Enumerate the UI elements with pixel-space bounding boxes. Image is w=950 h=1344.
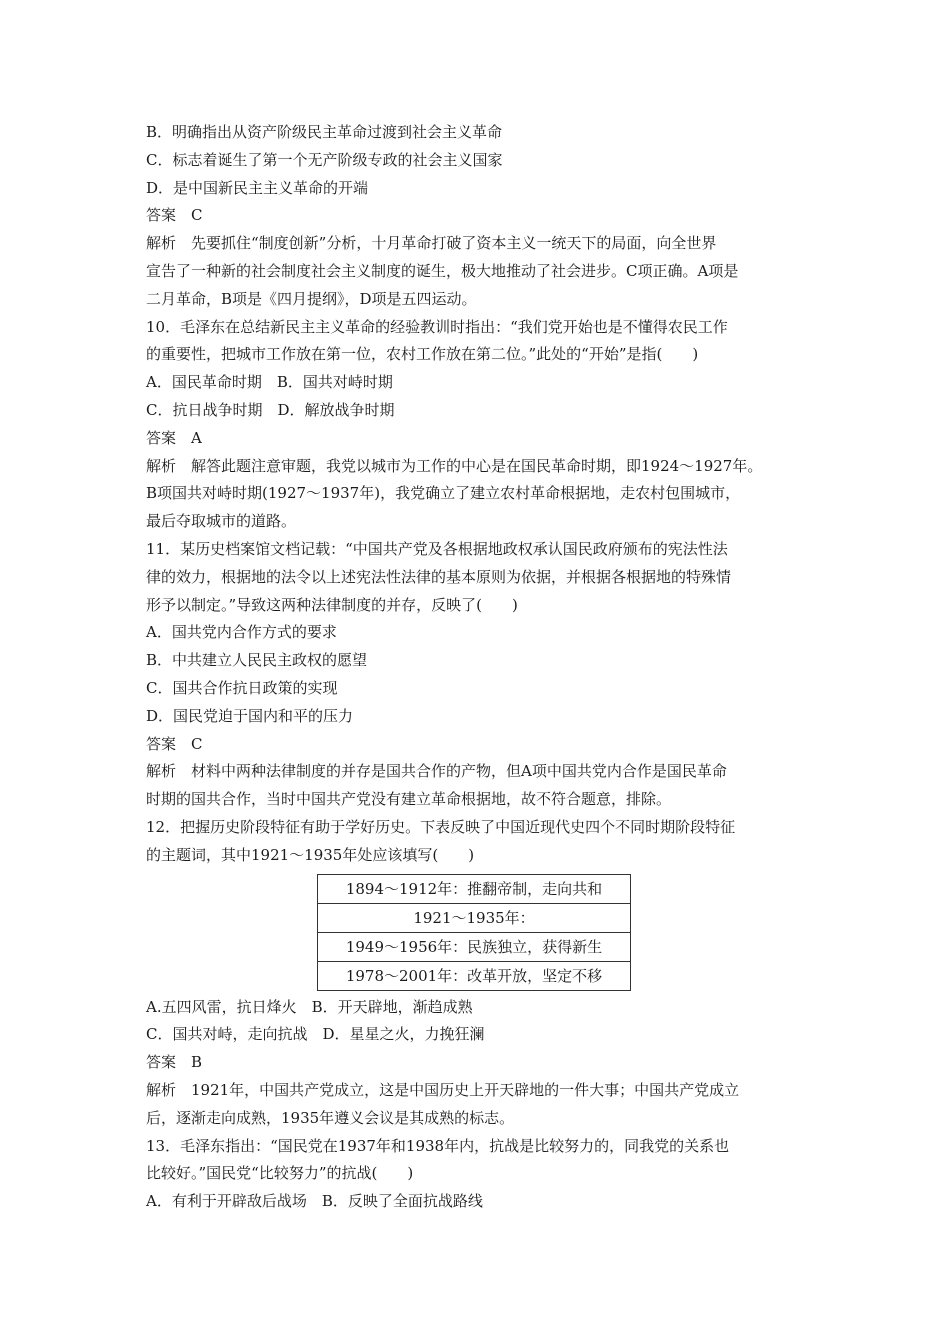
table-cell: 1949～1956年：民族独立，获得新生 — [318, 932, 631, 961]
period-table-wrapper — [317, 874, 631, 991]
text-line: C．标志着诞生了第一个无产阶级专政的社会主义国家 — [146, 150, 503, 169]
text-line: 最后夺取城市的道路。 — [146, 512, 297, 531]
question-12: 12．把握历史阶段特征有助于学好历史。下表反映了中国近现代史四个不同时期阶段特征 — [146, 817, 736, 836]
table-cell: 1894～1912年：推翻帝制，走向共和 — [318, 874, 631, 903]
text-line: 比较好。”国民党“比较努力”的抗战( ) — [146, 1164, 414, 1183]
text-line: B项国共对峙时期(1927～1937年)，我党确立了建立农村革命根据地，走农村包围城市， — [146, 484, 741, 503]
text-line: 二月革命，B项是《四月提纲》，D项是五四运动。 — [146, 289, 477, 308]
option-line: C．抗日战争时期 D．解放战争时期 — [146, 400, 395, 419]
text-block-before-table — [146, 119, 826, 870]
answer-line: 答案 C — [146, 206, 203, 225]
text-line: 的重要性，把城市工作放在第一位，农村工作放在第二位。”此处的“开始”是指( ) — [146, 345, 699, 364]
period-table — [317, 874, 631, 991]
table-row — [318, 903, 631, 932]
question-11: 11．某历史档案馆文档记载：“中国共产党及各根据地政权承认国民政府颁布的宪法性法 — [146, 539, 728, 558]
table-row — [318, 961, 631, 990]
table-row — [318, 932, 631, 961]
option-line: D．国民党迫于国内和平的压力 — [146, 706, 354, 725]
analysis-line: 解析 先要抓住“制度创新”分析，十月革命打破了资本主义一统天下的局面，向全世界 — [146, 234, 717, 253]
table-cell: 1921～1935年： — [318, 903, 631, 932]
option-line: A．国民革命时期 B．国共对峙时期 — [146, 373, 393, 392]
option-line: C．国共合作抗日政策的实现 — [146, 678, 338, 697]
document-page — [146, 119, 826, 1216]
text-line: B．明确指出从资产阶级民主革命过渡到社会主义革命 — [146, 123, 503, 141]
text-line: D．是中国新民主主义革命的开端 — [146, 178, 369, 197]
analysis-line: 解析 1921年，中国共产党成立，这是中国历史上开天辟地的一件大事；中国共产党成立 — [146, 1080, 740, 1099]
text-line: 的主题词，其中1921～1935年处应该填写( ) — [146, 845, 475, 864]
answer-line: 答案 C — [146, 734, 203, 753]
text-line: 时期的国共合作，当时中国共产党没有建立革命根据地，故不符合题意，排除。 — [146, 790, 672, 809]
question-13: 13．毛泽东指出：“国民党在1937年和1938年内，抗战是比较努力的，同我党的关系也 — [146, 1136, 730, 1155]
option-line: B．中共建立人民民主政权的愿望 — [146, 651, 368, 670]
analysis-line: 解析 解答此题注意审题，我党以城市为工作的中心是在国民革命时期，即1924～1927年。 — [146, 456, 763, 475]
text-line: 律的效力，根据地的法令以上述宪法性法律的基本原则为依据，并根据各根据地的特殊情 — [146, 567, 732, 586]
text-line: 宣告了一种新的社会制度社会主义制度的诞生，极大地推动了社会进步。C项正确。A项是 — [146, 261, 739, 280]
table-row — [318, 874, 631, 903]
text-line: 形予以制定。”导致这两种法律制度的并存，反映了( ) — [146, 595, 518, 614]
option-line: C．国共对峙，走向抗战 D．星星之火，力挽狂澜 — [146, 1025, 485, 1044]
option-line: A．国共党内合作方式的要求 — [146, 623, 337, 642]
answer-line: 答案 B — [146, 1053, 203, 1072]
answer-line: 答案 A — [146, 428, 202, 447]
table-cell: 1978～2001年：改革开放，坚定不移 — [318, 961, 631, 990]
question-10: 10．毛泽东在总结新民主主义革命的经验教训时指出：“我们党开始也是不懂得农民工作 — [146, 317, 728, 336]
analysis-line: 解析 材料中两种法律制度的并存是国共合作的产物，但A项中国共党内合作是国民革命 — [146, 762, 727, 781]
text-line: 后，逐渐走向成熟，1935年遵义会议是其成熟的标志。 — [146, 1108, 515, 1127]
option-line: A.五四风雷，抗日烽火 B．开天辟地，渐趋成熟 — [146, 997, 473, 1016]
text-block-after-table — [146, 994, 826, 1216]
option-line: A．有利于开辟敌后战场 B．反映了全面抗战路线 — [146, 1192, 483, 1211]
